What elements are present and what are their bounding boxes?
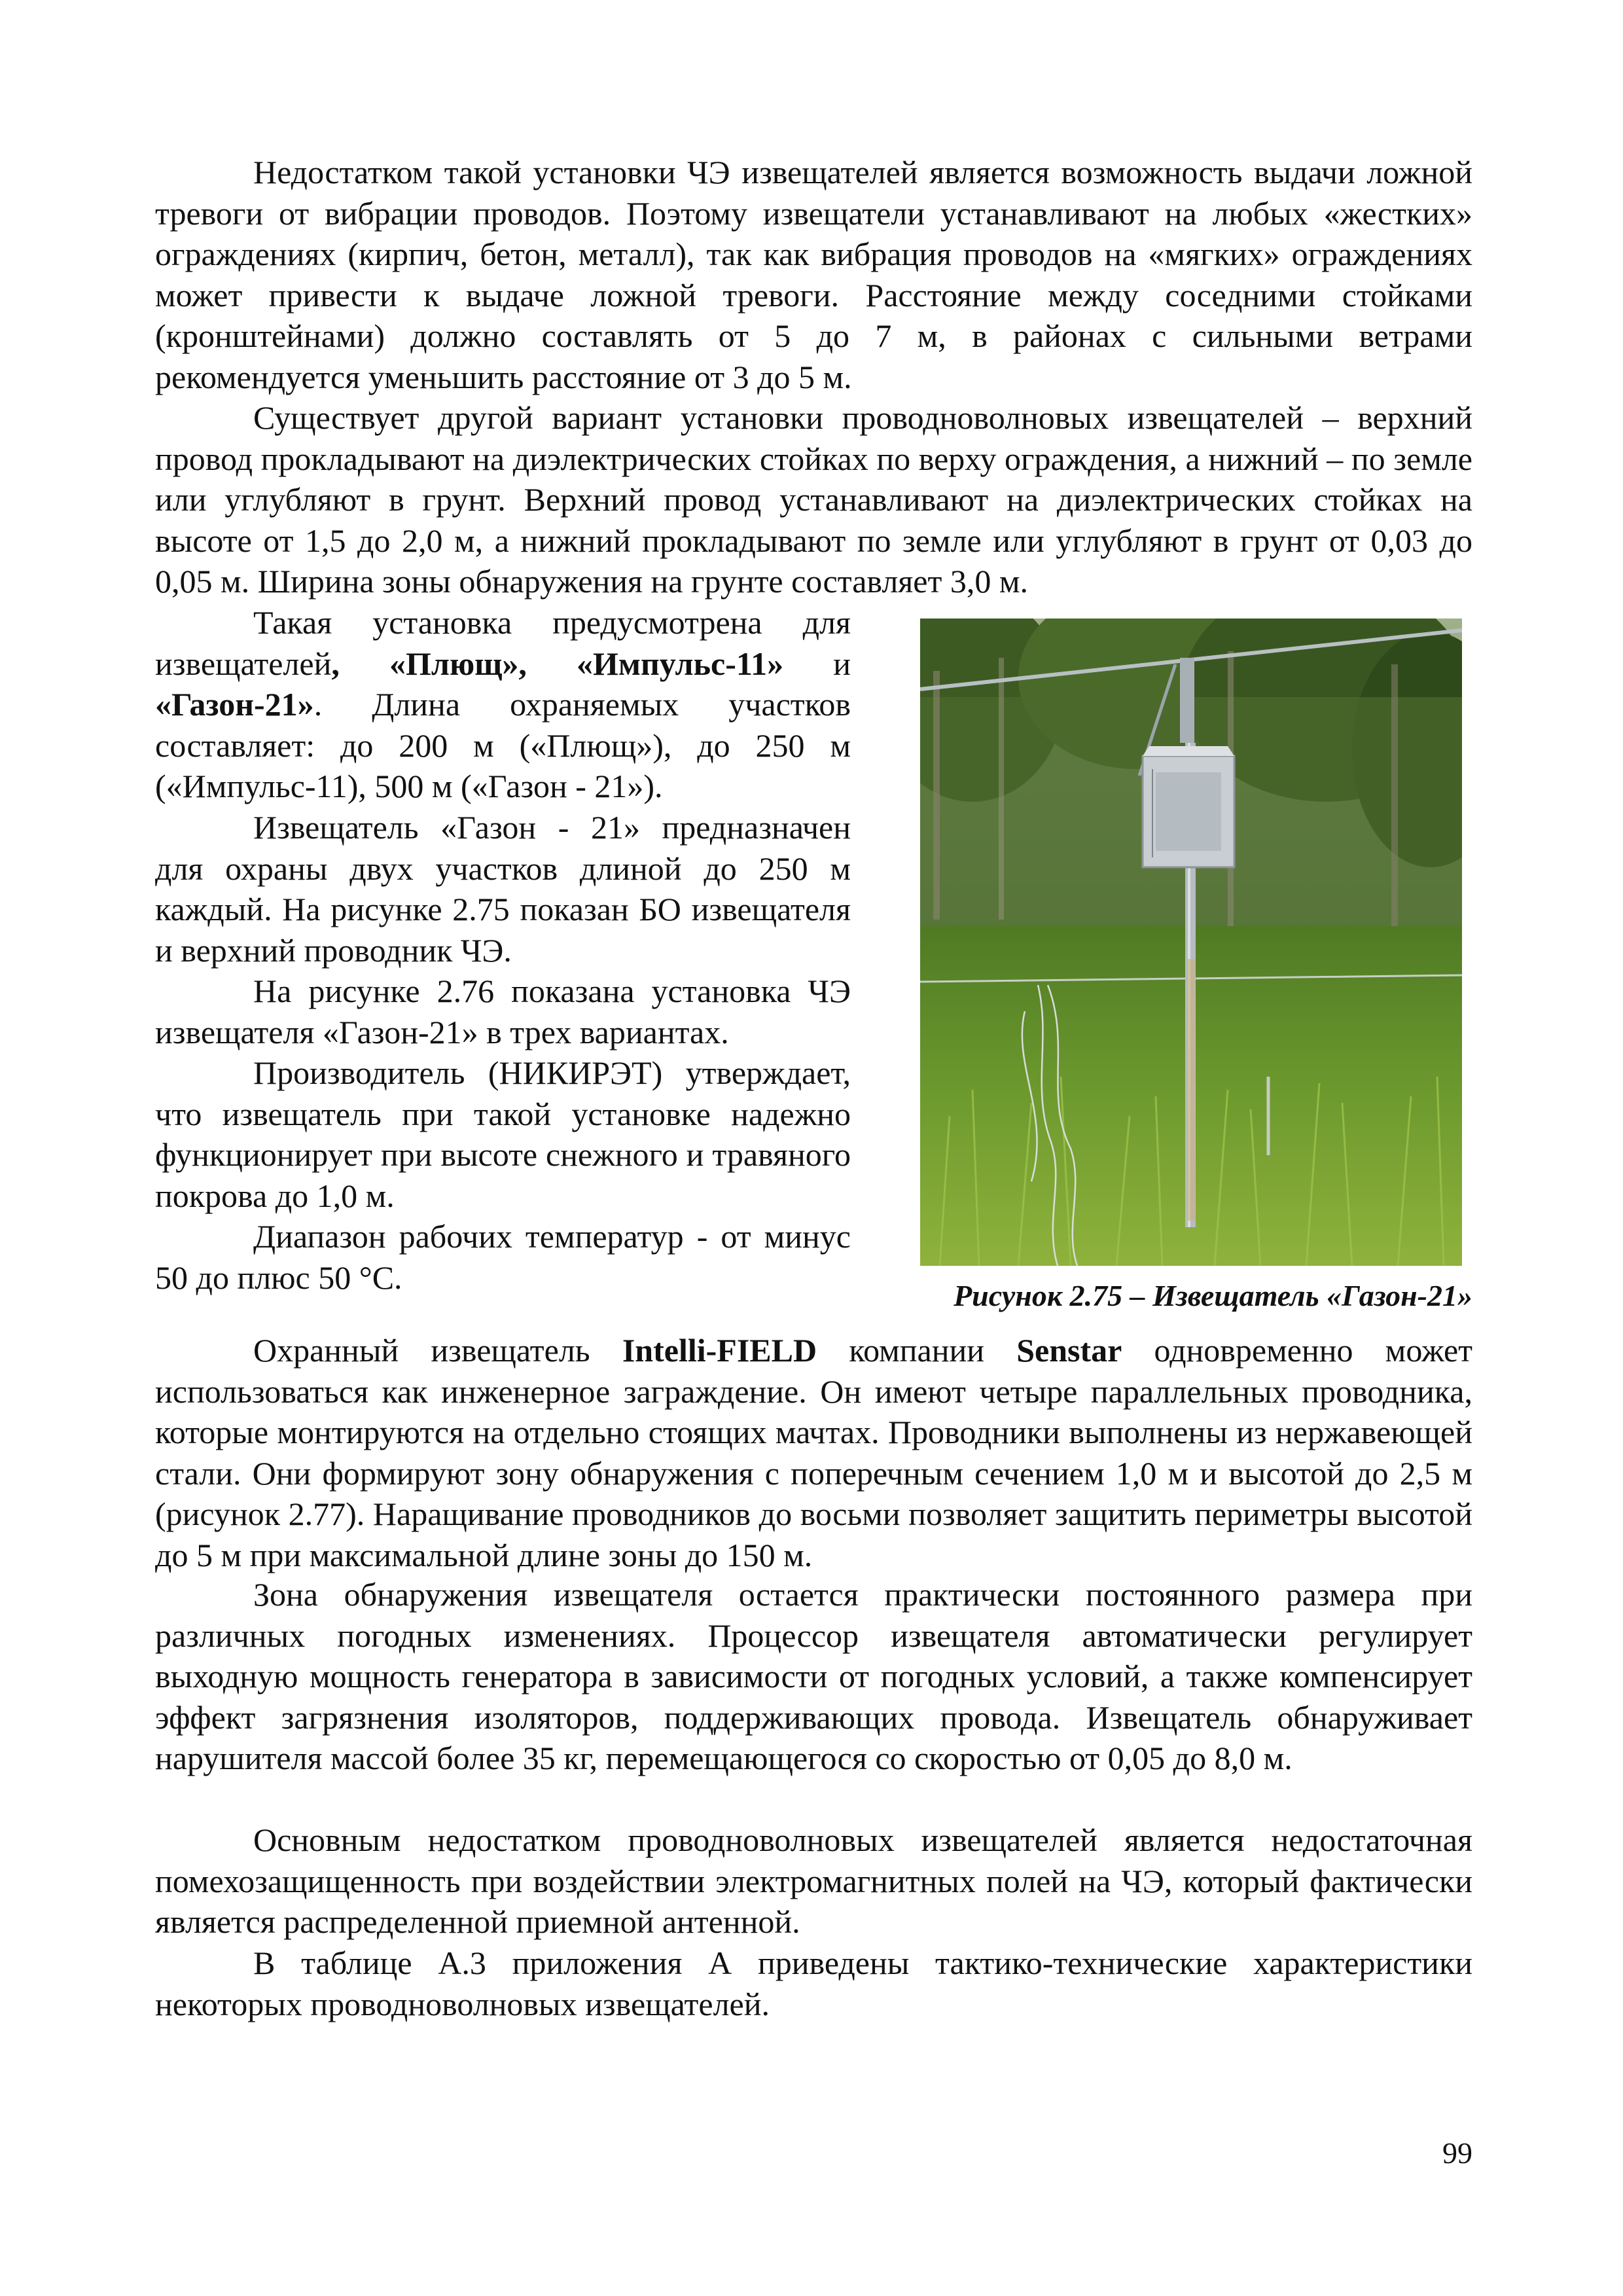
- figure-caption: Рисунок 2.75 – Извещатель «Газон-21»: [954, 1279, 1472, 1312]
- paragraph-8-text-1: Охранный извещатель: [253, 1332, 622, 1369]
- paragraph-3: [155, 602, 851, 807]
- sensor-mast-photo: [920, 619, 1462, 1266]
- paragraph-8-bold-1: Intelli-FIELD: [622, 1332, 817, 1369]
- paragraph-6: Производитель (НИКИРЭТ) утверждает, что извещатель при такой установке надежно функционирует при высоте снежного и травяного покрова до 1,0 м.: [155, 1054, 851, 1214]
- mast-marker: [1187, 959, 1195, 1221]
- paragraph-11: В таблице А.3 приложения А приведены тактико-технические характеристики некоторых проводноволновых извещателей.: [155, 1945, 1472, 2022]
- paragraph-8-text-2: компании: [817, 1332, 1017, 1369]
- paragraph-3-text-1: Такая установка предусмотрена для извещателей: [155, 604, 851, 682]
- upper-mast: [1180, 658, 1194, 743]
- paragraph-7: Диапазон рабочих температур - от минус 50 до плюс 50 °С.: [155, 1218, 851, 1296]
- paragraph-3-bold-2: «Газон-21»: [155, 686, 314, 723]
- paragraph-4: Извещатель «Газон - 21» предназначен для охраны двух участков длиной до 250 м каждый. На рисунке 2.75 показан БО извещателя и верхний проводник ЧЭ.: [155, 809, 851, 969]
- paragraph-3-text-2: и: [783, 645, 851, 682]
- paragraph-1: Недостатком такой установки ЧЭ извещателей является возможность выдачи ложной тревоги от вибрации проводов. Поэтому извещатели устанавливают на любых «жестких» ограждениях (кирпич, бетон, металл), так как вибрация проводов на «мягких» ограждениях может привести к выдаче ложной тревоги. Расстояние между соседними стойками (кронштейнами) должно составлять от 5 до 7 м, в районах с сильными ветрами рекомендуется уменьшить расстояние от 3 до 5 м.: [155, 154, 1472, 395]
- figure-photo: [920, 619, 1462, 1266]
- paragraph-8-bold-2: Senstar: [1016, 1332, 1122, 1369]
- paragraph-10: Основным недостатком проводноволновых извещателей является недостаточная помехозащищенность при воздействии электромагнитных полей на ЧЭ, который фактически является распределенной приемной антенной.: [155, 1821, 1472, 1940]
- paragraph-3-text-3: . Длина охраняемых участков составляет: до 200 м («Плющ»), до 250 м («Импульс-11), 500 м («Газон - 21»).: [155, 686, 851, 804]
- paragraph-2: Существует другой вариант установки проводноволновых извещателей – верхний провод прокладывают на диэлектрических стойках по верху ограждения, а нижний – по земле или углубляют в грунт. Верхний провод устанавливают на диэлектрических стойках на высоте от 1,5 до 2,0 м, а нижний прокладывают по земле или углубляют в грунт от 0,03 до 0,05 м. Ширина зоны обнаружения на грунте составляет 3,0 м.: [155, 399, 1472, 600]
- page-number: 99: [1442, 2136, 1472, 2170]
- paragraph-5: На рисунке 2.76 показана установка ЧЭ извещателя «Газон-21» в трех вариантах.: [155, 973, 851, 1050]
- paragraph-8: [155, 1330, 1472, 1575]
- paragraph-3-bold-1: , «Плющ», «Импульс-11»: [331, 645, 784, 682]
- paragraph-8-text-3: одновременно может использоваться как инженерное заграждение. Он имеют четыре параллельных проводника, которые монтируются на отдельно стоящих мачтах. Проводники выполнены из нержавеющей стали. Они формируют зону обнаружения с поперечным сечением 1,0 м и высотой до 2,5 м (рисунок 2.77). Наращивание проводников до восьми позволяет защитить периметры высотой до 5 м при максимальной длине зоны до 150 м.: [155, 1332, 1473, 1573]
- sensor-box: [1143, 746, 1234, 867]
- paragraph-9: Зона обнаружения извещателя остается практически постоянного размера при различных погодных изменениях. Процессор извещателя автоматически регулирует выходную мощность генератора в зависимости от погодных условий, а также компенсирует эффект загрязнения изоляторов, поддерживающих провода. Извещатель обнаруживает нарушителя массой более 35 кг, перемещающегося со скоростью от 0,05 до 8,0 м.: [155, 1576, 1472, 1776]
